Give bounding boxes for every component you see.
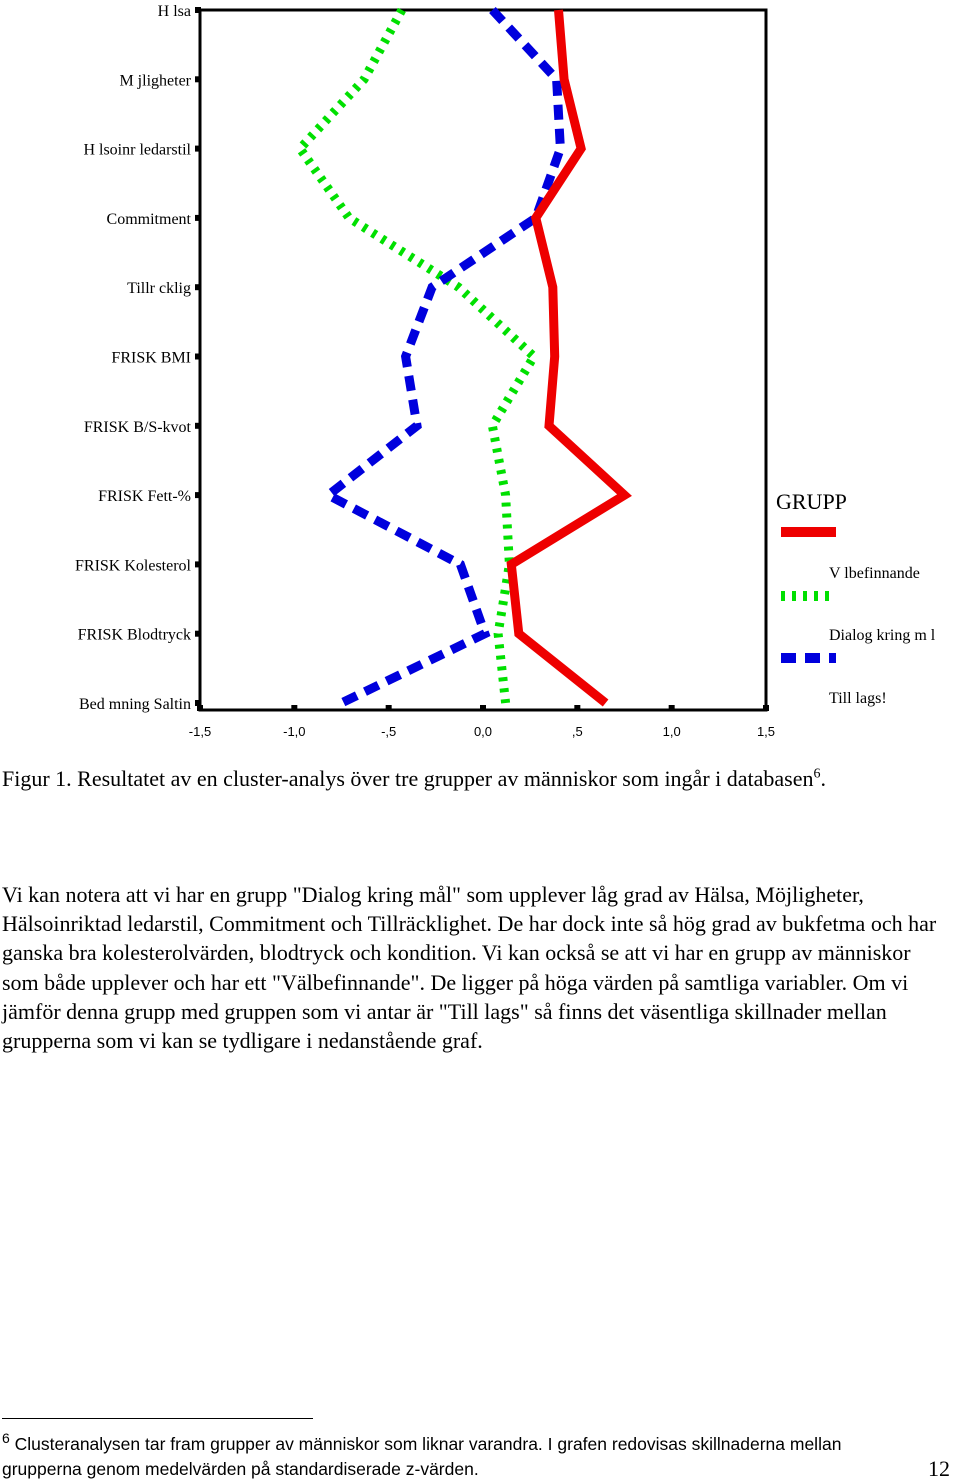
page-number: 12: [928, 1456, 950, 1481]
category-label: Commitment: [106, 210, 191, 228]
caption-text: Figur 1. Resultatet av en cluster-analys över tre grupper av människor som ingår i databasen: [2, 766, 814, 791]
y-tick-mark: [195, 631, 201, 637]
y-tick-mark: [195, 76, 201, 82]
legend-label: V lbefinnande: [829, 565, 920, 582]
category-label: FRISK Kolesterol: [75, 557, 191, 575]
legend-label: Dialog kring m l: [829, 627, 936, 644]
x-tick-label: 1,5: [756, 724, 776, 739]
y-tick-mark: [195, 423, 201, 429]
category-label: FRISK B/S-kvot: [83, 418, 191, 436]
plot-border: [200, 10, 766, 710]
x-tick-mark: [763, 705, 769, 711]
y-tick-mark: [195, 561, 201, 567]
category-label: Tillr cklig: [127, 280, 191, 298]
category-label: FRISK Blodtryck: [77, 626, 191, 644]
x-tick-label: ,5: [571, 724, 583, 739]
legend-title: GRUPP: [776, 489, 847, 514]
x-tick-mark: [291, 705, 297, 711]
category-label: FRISK BMI: [111, 349, 191, 367]
category-label: Bed mning Saltin: [79, 696, 191, 713]
footnote-divider: [2, 1418, 313, 1419]
footnote: [2, 1432, 902, 1482]
category-label: H lsoinr ledarstil: [83, 141, 191, 159]
x-tick-label: 1,0: [662, 724, 681, 739]
caption-footnote-ref: 6: [813, 766, 821, 782]
category-labels: [75, 3, 201, 713]
footnote-text: Clusteranalysen tar fram grupper av människor som liknar varandra. I grafen redovisas skillnaderna mellan grupperna genom medelvärden på standardiserade z-värden.: [2, 1434, 842, 1479]
series-line: [328, 10, 560, 703]
body-paragraph: Vi kan notera att vi har en grupp "Dialog kring mål" som upplever låg grad av Hälsa, Möjligheter, Hälsoinriktad ledarstil, Commitment och Tillräcklighet. De har dock inte så hög grad av bukfetma och har ganska bra kolesterolvärden, blodtryck och kondition. Vi kan också se att vi har en grupp av människor som både upplever och har ett "Välbefinnande". De ligger på höga värden på samtliga variabler. Om vi jämför denna grupp med gruppen som vi antar är "Till lags" så finns det väsentliga skillnader mellan grupperna som vi kan se tydligare i nedanstående graf.: [2, 882, 937, 1054]
footnote-number: 6: [2, 1430, 10, 1447]
x-tick-mark: [480, 705, 486, 711]
x-tick-label: -1,5: [188, 724, 212, 739]
y-tick-mark: [195, 492, 201, 498]
legend-label: Till lags!: [829, 690, 887, 707]
category-label: FRISK Fett-%: [98, 488, 191, 506]
x-tick-mark: [669, 705, 675, 711]
x-tick-label: -1,0: [283, 724, 306, 739]
series-line: [300, 10, 534, 703]
category-label: H lsa: [157, 3, 191, 20]
x-tick-mark: [574, 705, 580, 711]
series-lines: [300, 10, 625, 703]
x-tick-mark: [197, 705, 203, 711]
category-label: M jligheter: [119, 72, 191, 90]
legend: [776, 489, 936, 707]
y-tick-mark: [195, 7, 201, 13]
y-tick-mark: [195, 146, 201, 152]
x-tick-label: 0,0: [473, 724, 493, 739]
y-tick-mark: [195, 284, 201, 290]
x-tick-label: -,5: [381, 724, 397, 739]
x-tick-mark: [386, 705, 392, 711]
plot-frame: [200, 10, 766, 710]
caption-end: .: [820, 766, 826, 791]
figure-caption: [2, 764, 932, 793]
y-tick-mark: [195, 215, 201, 221]
y-tick-mark: [195, 354, 201, 360]
